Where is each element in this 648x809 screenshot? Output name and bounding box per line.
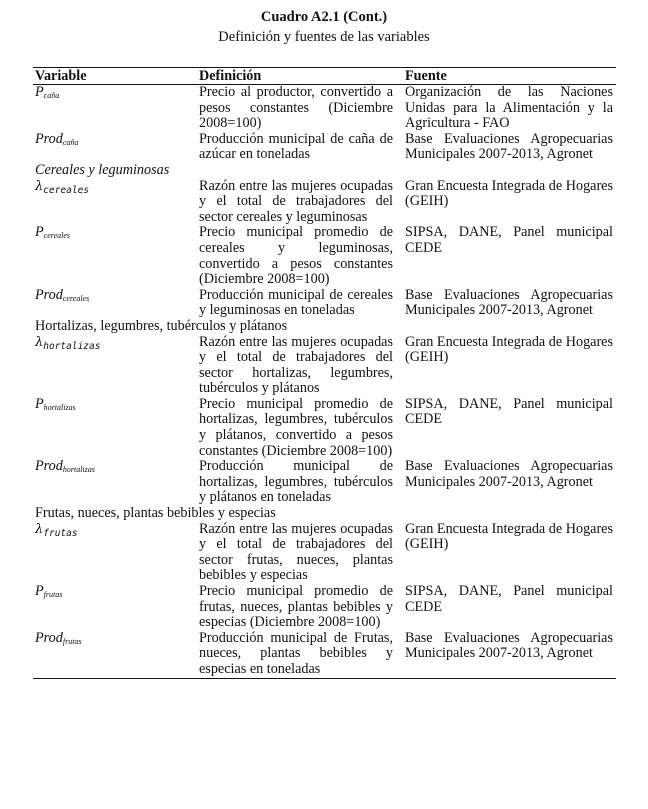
table-row (33, 85, 616, 132)
table-row (33, 584, 616, 631)
table-title: Cuadro A2.1 (Cont.) (260, 9, 388, 25)
header-fuente: Fuente (405, 68, 447, 84)
table-row (33, 132, 616, 163)
variable-cell: $\lambda_{frutas}$ (35, 521, 78, 539)
source-cell: SIPSA, DANE, Panel municipal CEDE (405, 395, 613, 428)
definition-cell: Precio municipal promedio de frutas, nueces, plantas bebibles y especias (Diciembre 2008=100) (199, 583, 393, 631)
definition-cell: Producción municipal de caña de azúcar en toneladas (199, 130, 393, 163)
variable-cell: Prod$_{frutas}$ (35, 629, 82, 646)
variable-cell: $P_{cereales}$ (35, 224, 71, 241)
source-cell: Gran Encuesta Integrada de Hogares (GEIH) (405, 333, 613, 366)
variables-table (33, 67, 616, 679)
variable-cell: Prod$_{hortalizas}$ (35, 458, 95, 475)
source-cell: Gran Encuesta Integrada de Hogares (GEIH) (405, 177, 613, 210)
variable-cell: $P_{hortalizas}$ (35, 395, 76, 412)
source-cell: Base Evaluaciones Agropecuarias Municipales 2007-2013, Agronet (405, 286, 613, 319)
table-row (33, 335, 616, 397)
table-row (33, 225, 616, 287)
variable-cell: $\lambda_{hortalizas}$ (35, 334, 101, 352)
variable-cell: $P_{frutas}$ (35, 583, 63, 599)
definition-cell: Razón entre las mujeres ocupadas y el total de trabajadores del sector hortalizas, legumbres, tubérculos y plátanos (199, 333, 393, 397)
group-label: Hortalizas, legumbres, tubérculos y plátanos (35, 317, 288, 334)
table-row (33, 288, 616, 319)
variable-cell: $\lambda_{cereales}$ (35, 178, 90, 196)
source-cell: SIPSA, DANE, Panel municipal CEDE (405, 583, 613, 615)
table-row (33, 459, 616, 506)
definition-cell: Razón entre las mujeres ocupadas y el total de trabajadores del sector frutas, nueces, plantas bebibles y especias (199, 520, 393, 584)
variable-cell: $P_{caña}$ (35, 84, 60, 100)
variable-cell: Prod$_{cereales}$ (35, 286, 90, 303)
header-definicion: Definición (199, 68, 262, 84)
table-subtitle: Definición y fuentes de las variables (218, 29, 430, 45)
definition-cell: Precio al productor, convertido a pesos constantes (Diciembre 2008=100) (199, 84, 393, 132)
group-label: Cereales y leguminosas (35, 161, 170, 178)
definition-cell: Precio municipal promedio de hortalizas, legumbres, tubérculos y plátanos, convertido a pesos constantes (Diciembre 2008=100) (199, 395, 393, 459)
source-cell: SIPSA, DANE, Panel municipal CEDE (405, 224, 613, 256)
source-cell: Base Evaluaciones Agropecuarias Municipales 2007-2013, Agronet (405, 458, 613, 490)
table-row (33, 522, 616, 584)
variable-cell: Prod$_{caña}$ (35, 130, 79, 147)
table-row (33, 397, 616, 459)
table-row (33, 179, 616, 226)
table-header-row (33, 68, 616, 85)
definition-cell: Producción municipal de cereales y leguminosas en toneladas (199, 286, 393, 319)
source-cell: Organización de las Naciones Unidas para la Alimentación y la Agricultura - FAO (405, 84, 613, 132)
table-row (33, 631, 616, 678)
header-variable: Variable (35, 68, 87, 84)
definition-cell: Razón entre las mujeres ocupadas y el total de trabajadores del sector cereales y leguminosas (199, 177, 393, 225)
definition-cell: Producción municipal de Frutas, nueces, plantas bebibles y especias en toneladas (199, 629, 393, 677)
definition-cell: Precio municipal promedio de cereales y leguminosas, convertido a pesos constantes (Diciembre 2008=100) (199, 224, 393, 288)
source-cell: Base Evaluaciones Agropecuarias Municipales 2007-2013, Agronet (405, 130, 613, 163)
group-label: Frutas, nueces, plantas bebibles y especias (35, 505, 276, 522)
definition-cell: Producción municipal de hortalizas, legumbres, tubérculos y plátanos en toneladas (199, 458, 393, 506)
source-cell: Base Evaluaciones Agropecuarias Municipales 2007-2013, Agronet (405, 629, 613, 662)
source-cell: Gran Encuesta Integrada de Hogares (GEIH) (405, 520, 613, 553)
